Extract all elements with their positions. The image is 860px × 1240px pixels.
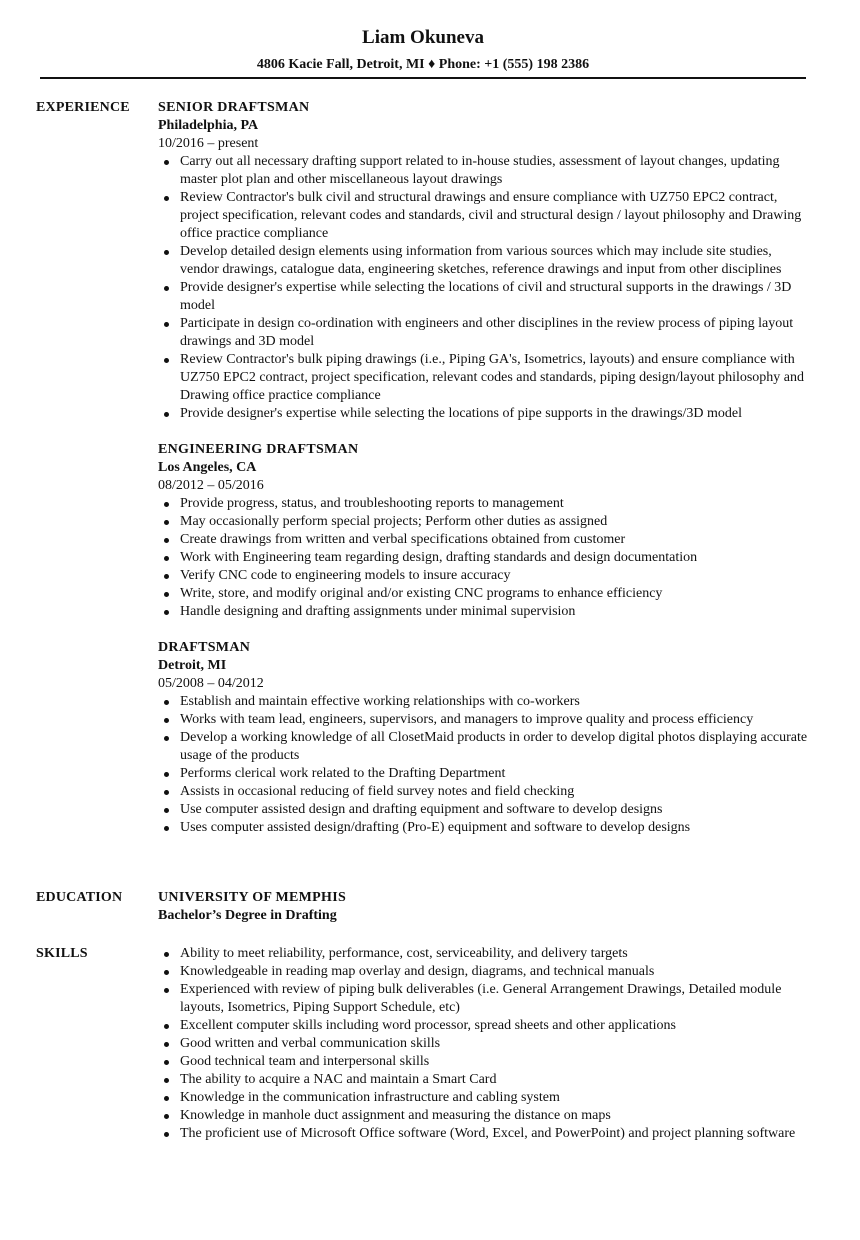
- bullet-icon: [164, 988, 169, 993]
- bullet-icon: [164, 826, 169, 831]
- bullet-text: Create drawings from written and verbal specifications obtained from customer: [180, 532, 626, 547]
- job-dates: 08/2012 – 05/2016: [158, 478, 264, 493]
- bullet-text: May occasionally perform special projects; Perform other duties as assigned: [180, 514, 608, 529]
- bullet-text: Review Contractor's bulk piping drawings (i.e., Piping GA's, Isometrics, layouts) and ensure compliance with UZ750 EPC2 contract, project specification, relevant codes and standards, piping design/layout philosophy and Drawing office practice compliance: [180, 352, 805, 403]
- bullet-icon: [164, 952, 169, 957]
- bullet-item: [158, 693, 808, 711]
- bullet-text: Performs clerical work related to the Drafting Department: [180, 766, 506, 781]
- bullet-item: [158, 495, 808, 513]
- bullet-text: Works with team lead, engineers, supervisors, and managers to improve quality and process efficiency: [180, 712, 754, 727]
- bullet-icon: [164, 358, 169, 363]
- skill-item: [158, 1107, 808, 1125]
- bullet-text: Verify CNC code to engineering models to insure accuracy: [180, 568, 511, 583]
- resume-header: [40, 26, 806, 74]
- bullet-icon: [164, 718, 169, 723]
- skill-item: [158, 1017, 808, 1035]
- bullet-item: [158, 603, 808, 621]
- skill-item: [158, 1053, 808, 1071]
- bullet-icon: [164, 556, 169, 561]
- job-bullets: [158, 693, 808, 837]
- skill-text: Good technical team and interpersonal skills: [180, 1054, 430, 1069]
- skill-item: [158, 981, 808, 1017]
- bullet-icon: [164, 592, 169, 597]
- bullet-icon: [164, 160, 169, 165]
- bullet-text: Provide designer's expertise while selecting the locations of civil and structural supports in the drawings / 3D model: [180, 280, 792, 313]
- degree-name: Bachelor’s Degree in Drafting: [158, 908, 337, 923]
- skill-item: [158, 1089, 808, 1107]
- bullet-icon: [164, 250, 169, 255]
- skill-item: [158, 945, 808, 963]
- bullet-icon: [164, 790, 169, 795]
- bullet-icon: [164, 538, 169, 543]
- bullet-item: [158, 765, 808, 783]
- skill-item: [158, 1071, 808, 1089]
- bullet-icon: [164, 808, 169, 813]
- bullet-item: [158, 729, 808, 765]
- bullet-icon: [164, 412, 169, 417]
- bullet-text: Establish and maintain effective working relationships with co-workers: [180, 694, 580, 709]
- section-label-skills: SKILLS: [36, 946, 88, 961]
- bullet-item: [158, 279, 808, 315]
- contact-line: 4806 Kacie Fall, Detroit, MI ♦ Phone: +1 (555) 198 2386: [256, 57, 590, 72]
- bullet-item: [158, 513, 808, 531]
- bullet-item: [158, 189, 808, 243]
- bullet-item: [158, 783, 808, 801]
- bullet-icon: [164, 196, 169, 201]
- bullet-item: [158, 315, 808, 351]
- bullet-icon: [164, 1060, 169, 1065]
- bullet-text: Provide designer's expertise while selecting the locations of pipe supports in the drawings/3D model: [180, 406, 743, 421]
- candidate-name: Liam Okuneva: [362, 27, 484, 48]
- bullet-item: [158, 531, 808, 549]
- job-title: SENIOR DRAFTSMAN: [158, 100, 310, 115]
- job-bullets: [158, 153, 808, 423]
- experience-body: [158, 99, 808, 855]
- job-entry: [158, 441, 808, 621]
- bullet-item: [158, 585, 808, 603]
- bullet-icon: [164, 1132, 169, 1137]
- job-location: Philadelphia, PA: [158, 118, 259, 133]
- skill-text: Good written and verbal communication skills: [180, 1036, 441, 1051]
- bullet-item: [158, 549, 808, 567]
- skill-text: The proficient use of Microsoft Office software (Word, Excel, and PowerPoint) and project planning software: [180, 1126, 796, 1141]
- bullet-item: [158, 405, 808, 423]
- job-dates: 10/2016 – present: [158, 136, 259, 151]
- bullet-text: Use computer assisted design and drafting equipment and software to develop designs: [180, 802, 663, 817]
- bullet-item: [158, 153, 808, 189]
- bullet-icon: [164, 610, 169, 615]
- bullet-icon: [164, 1096, 169, 1101]
- bullet-icon: [164, 772, 169, 777]
- skill-text: Experienced with review of piping bulk deliverables (i.e. General Arrangement Drawings, Detailed module layouts, Isometrics, Piping Support Schedule, etc): [180, 982, 782, 1015]
- job-location: Los Angeles, CA: [158, 460, 257, 475]
- bullet-item: [158, 567, 808, 585]
- skill-item: [158, 1035, 808, 1053]
- education-body: [158, 889, 808, 925]
- skill-text: Excellent computer skills including word processor, spread sheets and other applications: [180, 1018, 676, 1033]
- skills-list: [158, 945, 808, 1143]
- bullet-icon: [164, 502, 169, 507]
- section-label-experience: EXPERIENCE: [36, 100, 130, 115]
- bullet-text: Uses computer assisted design/drafting (Pro-E) equipment and software to develop designs: [180, 820, 691, 835]
- header-divider: [40, 77, 806, 79]
- bullet-text: Handle designing and drafting assignments under minimal supervision: [180, 604, 576, 619]
- bullet-text: Provide progress, status, and troubleshooting reports to management: [180, 496, 564, 511]
- bullet-icon: [164, 700, 169, 705]
- job-entry: [158, 99, 808, 423]
- bullet-icon: [164, 1042, 169, 1047]
- job-title: ENGINEERING DRAFTSMAN: [158, 442, 359, 457]
- skill-text: Ability to meet reliability, performance, cost, serviceability, and delivery targets: [180, 946, 628, 961]
- skill-text: Knowledge in manhole duct assignment and measuring the distance on maps: [180, 1108, 611, 1123]
- bullet-text: Carry out all necessary drafting support related to in-house studies, assessment of layout changes, updating master plot plan and other miscellaneous layout drawings: [180, 154, 780, 187]
- bullet-icon: [164, 736, 169, 741]
- bullet-item: [158, 711, 808, 729]
- job-title: DRAFTSMAN: [158, 640, 251, 655]
- school-name: UNIVERSITY OF MEMPHIS: [158, 890, 347, 905]
- bullet-item: [158, 351, 808, 405]
- skill-text: The ability to acquire a NAC and maintain a Smart Card: [180, 1072, 497, 1087]
- job-bullets: [158, 495, 808, 621]
- bullet-item: [158, 243, 808, 279]
- bullet-item: [158, 801, 808, 819]
- bullet-icon: [164, 1114, 169, 1119]
- skill-text: Knowledge in the communication infrastructure and cabling system: [180, 1090, 560, 1105]
- skill-item: [158, 963, 808, 981]
- bullet-icon: [164, 970, 169, 975]
- bullet-item: [158, 819, 808, 837]
- job-dates: 05/2008 – 04/2012: [158, 676, 264, 691]
- bullet-text: Write, store, and modify original and/or existing CNC programs to enhance efficiency: [180, 586, 663, 601]
- bullet-icon: [164, 520, 169, 525]
- bullet-icon: [164, 322, 169, 327]
- job-entry: [158, 639, 808, 837]
- bullet-text: Work with Engineering team regarding design, drafting standards and design documentation: [180, 550, 698, 565]
- skills-body: [158, 945, 808, 1143]
- bullet-icon: [164, 286, 169, 291]
- bullet-text: Review Contractor's bulk civil and structural drawings and ensure compliance with UZ750 EPC2 contract, project specification, relevant codes and standards, civil and structural design / layout philosophy and Drawing office practice compliance: [180, 190, 802, 241]
- bullet-icon: [164, 1078, 169, 1083]
- job-location: Detroit, MI: [158, 658, 227, 673]
- bullet-text: Participate in design co-ordination with engineers and other disciplines in the review process of piping layout drawings and 3D model: [180, 316, 794, 349]
- bullet-text: Assists in occasional reducing of field survey notes and field checking: [180, 784, 575, 799]
- skill-text: Knowledgeable in reading map overlay and design, diagrams, and technical manuals: [180, 964, 655, 979]
- bullet-icon: [164, 574, 169, 579]
- bullet-text: Develop a working knowledge of all ClosetMaid products in order to develop digital photos displaying accurate usage of the products: [180, 730, 808, 763]
- section-label-education: EDUCATION: [36, 890, 123, 905]
- bullet-text: Develop detailed design elements using information from various sources which may include site studies, vendor drawings, catalogue data, engineering sketches, reference drawings and input from other disciplines: [180, 244, 782, 277]
- bullet-icon: [164, 1024, 169, 1029]
- skill-item: [158, 1125, 808, 1143]
